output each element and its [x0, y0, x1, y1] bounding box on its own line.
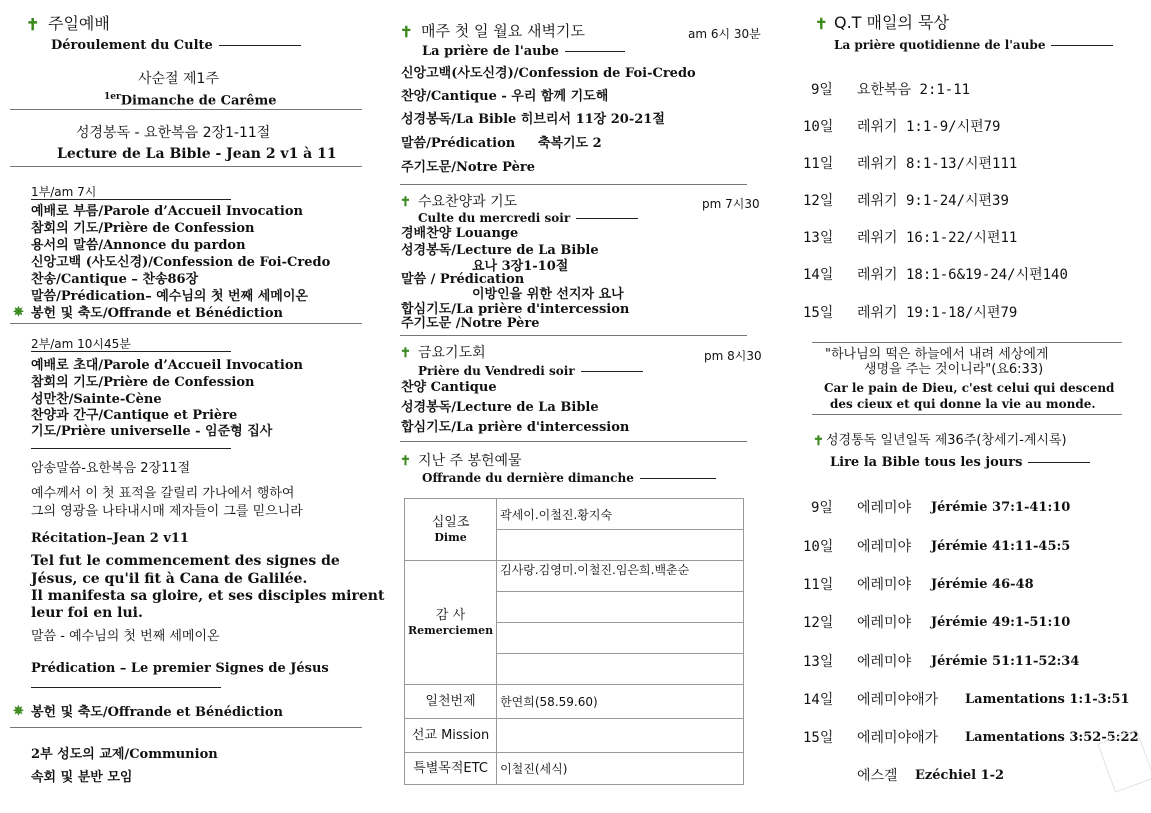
- table-cell: 김사랑.김영미.이철진.임은희.백춘순: [497, 561, 744, 592]
- service1-item: 말씀/Prédication– 예수님의 첫 번째 세메이온: [31, 289, 308, 304]
- reading-reference: Lamentations 1:1-3:51: [965, 692, 1130, 707]
- dawn-item: 찬양/Cantique - 우리 함께 기도해: [401, 89, 609, 104]
- qt-subtitle: La prière quotidienne de l'aube: [834, 37, 1113, 53]
- reading-reference: Jérémie 51:11-52:34: [931, 654, 1080, 669]
- table-cell: [497, 719, 744, 753]
- memory-verse-heading: 암송말씀-요한복음 2장11절: [31, 461, 191, 476]
- service1-heading: 1부/am 7시: [31, 185, 97, 199]
- qt-day: 14일: [803, 267, 834, 283]
- wednesday-item: 주기도문 /Notre Père: [401, 316, 540, 331]
- offering-title: 지난 주 봉헌예물: [418, 453, 522, 469]
- cross-icon: ✝: [400, 23, 413, 41]
- sunday-subtitle: Déroulement du Culte: [51, 38, 301, 54]
- cross-icon: ✝: [400, 454, 411, 469]
- reading-book: 에레미야: [857, 539, 912, 555]
- verse-line: 생명을 주는 것이니라"(요6:33): [864, 362, 1044, 377]
- star-icon: ✵: [13, 305, 24, 320]
- reading-day: 14일: [803, 692, 834, 708]
- ichun-label: 일천번제: [405, 685, 497, 719]
- dawn-item: 말씀/Prédication 축복기도 2: [401, 136, 602, 151]
- reading-title: 성경봉독 - 요한복음 2장1-11절: [76, 125, 271, 141]
- qt-reference: 레위기 19:1-18/시편79: [857, 305, 1018, 321]
- special-label: 특별목적ETC: [405, 753, 497, 785]
- reading-day: 10일: [803, 539, 834, 555]
- qt-day: 10일: [803, 119, 834, 135]
- reading-day: 15일: [803, 730, 834, 746]
- reading-book: 에레미야: [857, 500, 912, 516]
- table-cell: [497, 623, 744, 654]
- qt-reference: 레위기 8:1-13/시편111: [857, 156, 1018, 172]
- friday-title: 금요기도회: [418, 345, 486, 361]
- offering-table: [404, 498, 744, 785]
- wednesday-item: 경배찬양 Louange: [401, 226, 519, 241]
- qt-reference: 레위기 1:1-9/시편79: [857, 119, 1001, 135]
- wednesday-item: 이방인을 위한 선지자 요나: [472, 287, 624, 302]
- service2-item: 예배로 초대/Parole d’Accueil Invocation: [31, 358, 303, 373]
- cross-icon: ✝: [400, 346, 411, 361]
- reading-book: 에레미야애가: [857, 692, 939, 708]
- service2-heading: 2부/am 10시45분: [31, 337, 131, 351]
- qt-title: Q.T 매일의 묵상: [834, 13, 949, 32]
- memory-verse-line: 그의 영광을 나타내시매 제자들이 그를 믿으니라: [31, 504, 303, 519]
- wednesday-time: pm 7시30: [702, 197, 760, 211]
- dawn-prayer-time: am 6시 30분: [688, 27, 761, 41]
- qt-reference: 요한복음 2:1-11: [857, 82, 971, 98]
- service2-item: 찬양과 간구/Cantique et Prière: [31, 408, 238, 423]
- recitation-line: Il manifesta sa gloire, et ses disciples mirent: [31, 588, 385, 604]
- divider: [31, 448, 231, 449]
- star-icon: ✵: [13, 704, 24, 719]
- divider: [400, 335, 747, 336]
- reading-reference: Jérémie 41:11-45:5: [931, 539, 1071, 554]
- season-title: 사순절 제1주: [138, 71, 219, 87]
- reading-reference: Jérémie 37:1-41:10: [931, 500, 1071, 515]
- reading-subtitle: Lecture de La Bible - Jean 2 v1 à 11: [57, 146, 337, 162]
- daily-meditation-column: [800, 0, 1151, 813]
- sermon-title: 말씀 - 예수님의 첫 번째 세메이온: [31, 629, 220, 644]
- verse-line: Car le pain de Dieu, c'est celui qui descend: [824, 381, 1115, 395]
- cross-icon: ✝: [813, 434, 824, 449]
- divider: [812, 414, 1122, 415]
- table-row: [405, 685, 744, 719]
- weekly-prayer-column: [390, 0, 760, 813]
- service2-offering: 봉헌 및 축도/Offrande et Bénédiction: [31, 705, 283, 720]
- recitation-line: Tel fut le commencement des signes de: [31, 553, 340, 569]
- service1-offering: 봉헌 및 축도/Offrande et Bénédiction: [31, 306, 283, 321]
- qt-reference: 레위기 9:1-24/시편39: [857, 193, 1009, 209]
- dawn-item: 성경봉독/La Bible 히브리서 11장 20-21절: [401, 112, 665, 127]
- reading-reference: Ezéchiel 1-2: [915, 768, 1005, 783]
- table-cell: 곽세이.이철진.황지숙: [497, 499, 744, 530]
- dawn-prayer-title: 매주 첫 일 월요 새벽기도: [421, 22, 585, 40]
- table-cell: [497, 530, 744, 561]
- bible-reading-subtitle: Lire la Bible tous les jours: [830, 455, 1090, 471]
- sunday-service-column: [0, 0, 385, 813]
- service2-item: 성만찬/Sainte-Cène: [31, 392, 162, 407]
- table-cell: [497, 654, 744, 685]
- friday-time: pm 8시30: [704, 349, 762, 363]
- reading-day: 13일: [803, 654, 834, 670]
- divider: [31, 351, 231, 352]
- reading-reference: Jérémie 46-48: [931, 577, 1034, 592]
- reading-book: 에스겔: [857, 768, 898, 784]
- friday-item: 찬양 Cantique: [401, 380, 497, 395]
- mission-label: 선교 Mission: [405, 719, 497, 753]
- reading-book: 에레미야: [857, 615, 912, 631]
- friday-item: 성경봉독/Lecture de La Bible: [401, 400, 599, 415]
- fellowship: 속회 및 분반 모임: [31, 770, 133, 785]
- table-row: [405, 753, 744, 785]
- wednesday-item: 요나 3장1-10절: [472, 259, 569, 274]
- cross-icon: ✝: [400, 195, 411, 210]
- communion: 2부 성도의 교제/Communion: [31, 747, 218, 762]
- sunday-title: 주일예배: [48, 14, 110, 33]
- dawn-item: 신앙고백(사도신경)/Confession de Foi-Credo: [401, 66, 696, 81]
- qt-reference: 레위기 18:1-6&19-24/시편140: [857, 267, 1068, 283]
- divider: [10, 323, 362, 324]
- qt-day: 15일: [803, 305, 834, 321]
- friday-subtitle: Prière du Vendredi soir: [418, 363, 643, 379]
- verse-line: "하나님의 떡은 하늘에서 내려 세상에게: [825, 347, 1049, 362]
- recitation-line: leur foi en lui.: [31, 605, 143, 621]
- tithe-label: 십일조 Dime: [405, 499, 497, 561]
- wednesday-subtitle: Culte du mercredi soir: [418, 210, 638, 226]
- reading-reference: Jérémie 49:1-51:10: [931, 615, 1071, 630]
- dawn-item: 주기도문/Notre Père: [401, 160, 536, 175]
- reading-day: 11일: [803, 577, 834, 593]
- reading-day: 12일: [803, 615, 834, 631]
- divider: [31, 199, 231, 200]
- qt-day: 13일: [803, 230, 834, 246]
- season-subtitle: $^{1er}$Dimanche de Carême: [104, 92, 277, 109]
- recitation-line: Jésus, ce qu'il fit à Cana de Galilée.: [31, 571, 308, 587]
- table-cell: 이철진(세식): [497, 753, 744, 785]
- friday-item: 합심기도/La prière d'intercession: [401, 420, 630, 435]
- verse-line: des cieux et qui donne la vie au monde.: [830, 397, 1096, 411]
- memory-verse-line: 예수께서 이 첫 표적을 갈릴리 가나에서 행하여: [31, 486, 295, 501]
- divider: [10, 166, 362, 167]
- reading-book: 에레미야: [857, 654, 912, 670]
- divider: [400, 184, 747, 185]
- reading-book: 에레미야애가: [857, 730, 939, 746]
- service1-item: 신앙고백 (사도신경)/Confession de Foi-Credo: [31, 255, 331, 270]
- dawn-prayer-subtitle: La prière de l'aube: [422, 44, 625, 60]
- service2-item: 기도/Prière universelle - 임준형 집사: [31, 424, 273, 439]
- thanks-label: 감 사 Remerciemen: [405, 561, 497, 685]
- sermon-subtitle: Prédication – Le premier Signes de Jésus: [31, 661, 329, 676]
- service1-item: 용서의 말씀/Annonce du pardon: [31, 238, 246, 253]
- table-row: [405, 561, 744, 592]
- qt-day: 9일: [811, 82, 833, 98]
- qt-day: 11일: [803, 156, 834, 172]
- divider: [31, 687, 221, 688]
- cross-icon: ✝: [26, 15, 40, 34]
- service1-item: 예배로 부름/Parole d’Accueil Invocation: [31, 204, 303, 219]
- reading-book: 에레미야: [857, 577, 912, 593]
- reading-day: 9일: [811, 500, 833, 516]
- divider: [812, 342, 1122, 343]
- service1-item: 찬송/Cantique – 찬송86장: [31, 272, 199, 287]
- wednesday-item: 성경봉독/Lecture de La Bible: [401, 243, 599, 258]
- bible-reading-title: 성경통독 일년일독 제36주(창세기-계시록): [826, 433, 1067, 448]
- recitation-heading: Récitation–Jean 2 v11: [31, 531, 189, 546]
- wednesday-item: 말씀 / Prédication: [401, 272, 525, 287]
- qt-day: 12일: [803, 193, 834, 209]
- divider: [10, 109, 362, 110]
- service1-item: 참회의 기도/Prière de Confession: [31, 221, 255, 236]
- cross-icon: ✝: [815, 15, 828, 33]
- table-row: [405, 499, 744, 530]
- wednesday-item: 합심기도/La prière d'intercession: [401, 302, 630, 317]
- divider: [400, 441, 747, 442]
- qt-reference: 레위기 16:1-22/시편11: [857, 230, 1018, 246]
- offering-subtitle: Offrande du dernière dimanche: [422, 470, 716, 486]
- reading-reference: Lamentations 3:52-5:22: [965, 730, 1139, 745]
- table-cell: 한연희(58.59.60): [497, 685, 744, 719]
- service2-item: 참회의 기도/Prière de Confession: [31, 375, 255, 390]
- divider: [10, 727, 362, 728]
- table-cell: [497, 592, 744, 623]
- table-row: [405, 719, 744, 753]
- wednesday-title: 수요찬양과 기도: [418, 194, 518, 210]
